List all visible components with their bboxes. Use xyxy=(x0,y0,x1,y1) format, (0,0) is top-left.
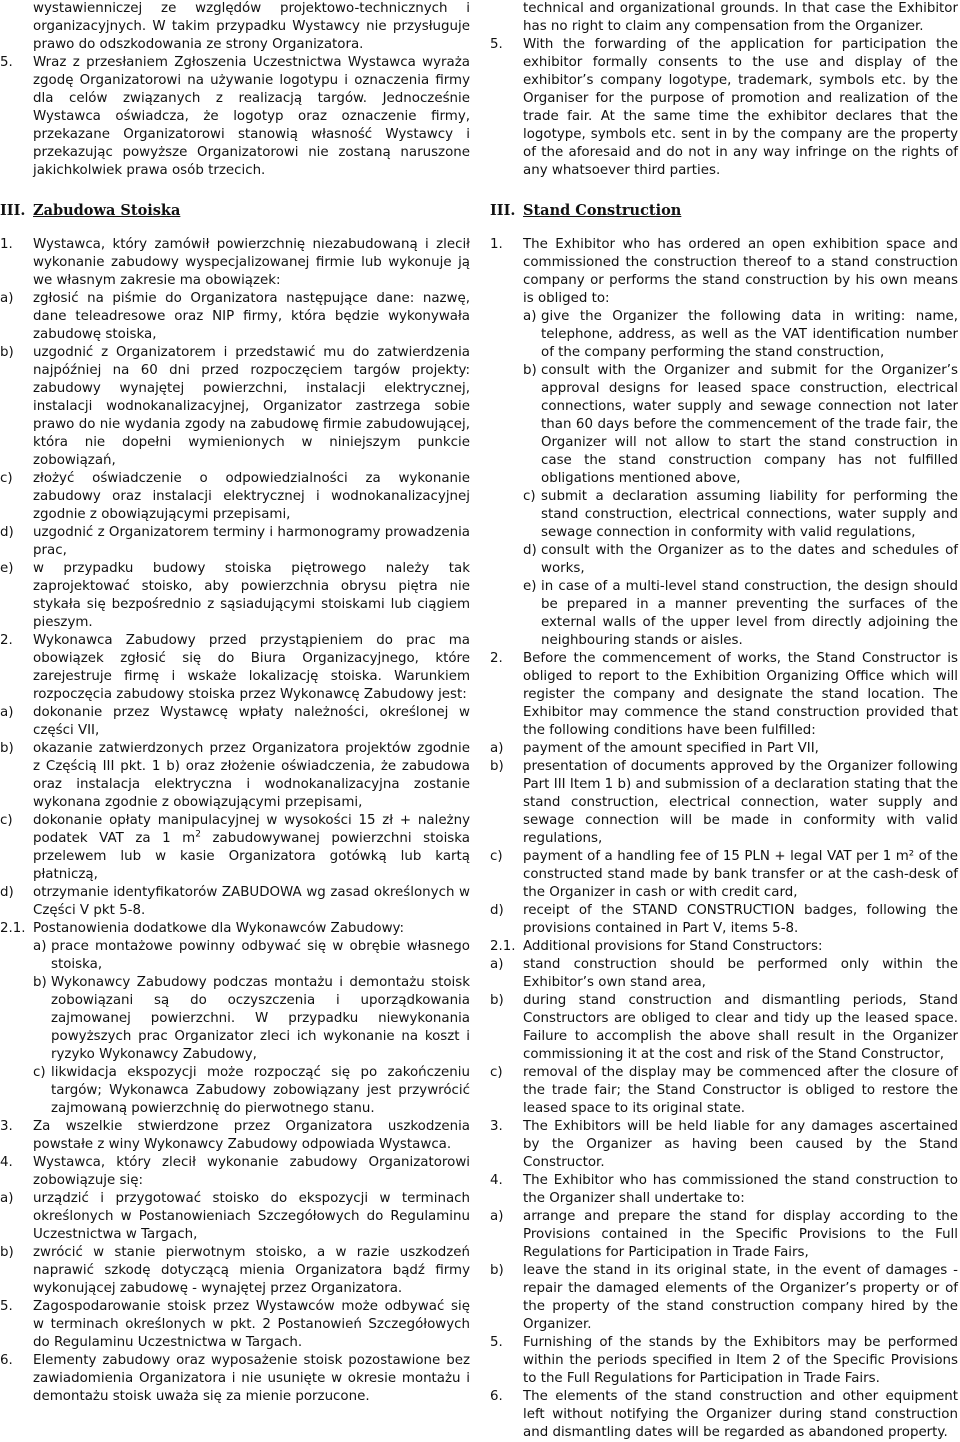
clause-number: 3. xyxy=(490,1119,503,1134)
clause-1 xyxy=(490,236,958,308)
clause-5 xyxy=(490,36,958,180)
subclause-text: likwidacja ekspozycji może rozpocząć się po zakończeniu targów; Wykonawca Zabudowy zobowiązany jest przywrócić zajmowaną powierzchnię do pierwotnego stanu. xyxy=(51,1065,470,1116)
polish-column xyxy=(0,0,470,1406)
subclause-text: uzgodnić z Organizatorem terminy i harmonogramy prowadzenia prac, xyxy=(33,525,470,558)
clause-number: 1. xyxy=(0,237,13,252)
subclause-text: złożyć oświadczenie o odpowiedzialności za wykonanie zabudowy oraz instalacji elektrycznej i wodnokanalizacyjnej zgodnie z obowiązującymi przepisami, xyxy=(33,471,470,522)
subclause-text-cont: zabudowywanej powierzchni stoiska przelewem lub w kasie Organizatora gotówką lub kartą płatniczą, xyxy=(33,831,470,882)
clause-number: 5. xyxy=(0,1299,13,1314)
clause-text: Elementy zabudowy oraz wyposażenie stoisk pozostawione bez zawiadomienia Organizatora i nie usunięte w okresie montażu i demontażu stoisk uważa się za mienie porzucone. xyxy=(33,1353,470,1404)
subclause-label: a) xyxy=(0,291,14,306)
section-title: Stand Construction xyxy=(523,202,682,219)
subclause-text: prace montażowe powinny odbywać się w obrębie własnego stoiska, xyxy=(51,939,470,972)
subclause-text: leave the stand in its original state, in the event of damages - repair the damaged elements of the Organizer’s property or of the property of the stand construction company hired by the Organizer. xyxy=(523,1263,958,1332)
section-heading xyxy=(0,202,470,220)
clause-4 xyxy=(490,1172,958,1208)
clause-number: 1. xyxy=(490,237,503,252)
subclause-text: dokonanie przez Wystawcę wpłaty należności, określonej w części VII, xyxy=(33,705,470,738)
clause-text: Furnishing of the stands by the Exhibitors may be performed within the periods specified in Item 2 of the Specific Provisions to the Full Regulations for Participation in Trade Fairs. xyxy=(523,1335,958,1386)
clause-number: 5. xyxy=(490,37,503,52)
subclause-text: zgłosić na piśmie do Organizatora następujące dane: nazwę, dane teleadresowe oraz NIP firmy, która będzie wykonywała zabudowę stoiska, xyxy=(33,291,470,342)
subclause-label: c) xyxy=(490,849,503,864)
subclause-text: payment of the amount specified in Part VII, xyxy=(523,741,819,756)
clause-2-1 xyxy=(0,920,470,938)
subclause-label: b) xyxy=(33,975,47,990)
subclause-1e xyxy=(0,560,470,632)
subclause-4a xyxy=(490,1208,958,1262)
subclause-2-1b xyxy=(490,992,958,1064)
clause-number: 5. xyxy=(0,55,13,70)
clause-6 xyxy=(0,1352,470,1406)
english-column xyxy=(490,0,958,1442)
subclause-2-1c xyxy=(0,1064,470,1118)
subclause-text: arrange and prepare the stand for display according to the Provisions contained in the Specific Provisions to the Full Regulations for Participation in Trade Fairs, xyxy=(523,1209,958,1260)
clause-3 xyxy=(490,1118,958,1172)
subclause-label: a) xyxy=(33,939,47,954)
intro-continuation: wystawienniczej ze względów projektowo-technicznych i organizacyjnych. W takim przypadku Wystawcy nie przysługuje prawo do odszkodowania ze strony Organizatora. xyxy=(33,1,470,52)
subclause-2c xyxy=(0,812,470,884)
clause-5 xyxy=(0,54,470,180)
clause-text: The Exhibitor who has ordered an open exhibition space and commissioned the construction thereof to a stand construction company or performs the stand construction by his own means is obliged to: xyxy=(523,237,958,306)
subclause-1d xyxy=(0,524,470,560)
clause-text: Additional provisions for Stand Constructors: xyxy=(523,939,823,954)
subclause-text: consult with the Organizer and submit for the Organizer’s approval designs for leased space construction, electrical connections, water supply and sewage connection not later than 60 days before the commencement of the trade fair, the Organizer will not allow to start the stand construction in case the stand construction company has not fulfilled obligations mentioned above, xyxy=(541,363,958,486)
clause-text: Wystawca, który zlecił wykonanie zabudowy Organizatorowi zobowiązuje się: xyxy=(33,1155,470,1188)
clause-text: Za wszelkie stwierdzone przez Organizatora uszkodzenia powstałe z winy Wykonawcy Zabudowy odpowiada Wystawca. xyxy=(33,1119,470,1152)
clause-2 xyxy=(0,632,470,704)
subclause-2a xyxy=(490,740,958,758)
clause-number: 5. xyxy=(490,1335,503,1350)
subclause-label: b) xyxy=(523,363,537,378)
subclause-2-1a xyxy=(490,956,958,992)
subclause-text: presentation of documents approved by the Organizer following Part III Item 1 b) and submission of a declaration stating that the stand construction, electrical connection, water supply and sewage connection will be made in conformity with valid regulations, xyxy=(523,759,958,846)
subclause-2b xyxy=(0,740,470,812)
subclause-2d xyxy=(0,884,470,920)
section-number: III. xyxy=(490,202,516,219)
subclause-text: consult with the Organizer as to the dates and schedules of works, xyxy=(541,543,958,576)
clause-number: 4. xyxy=(0,1155,13,1170)
subclause-2-1a xyxy=(0,938,470,974)
subclause-label: d) xyxy=(0,525,14,540)
clause-text: The Exhibitor who has commissioned the stand construction to the Organizer shall undertake to: xyxy=(523,1173,958,1206)
clause-6 xyxy=(490,1388,958,1442)
clause-number: 4. xyxy=(490,1173,503,1188)
subclause-label: c) xyxy=(523,489,536,504)
subclause-text: give the Organizer the following data in writing: name, telephone, address, as well as the VAT identification number of the company performing the stand construction, xyxy=(541,309,958,360)
subclause-4b xyxy=(490,1262,958,1334)
subclause-text: urządzić i przygotować stoisko do ekspozycji w terminach określonych w Postanowieniach Szczegółowych do Regulaminu Uczestnictwa w Targach, xyxy=(33,1191,470,1242)
subclause-2a xyxy=(0,704,470,740)
subclause-1e xyxy=(490,578,958,650)
clause-number: 2. xyxy=(490,651,503,666)
subclause-label: a) xyxy=(0,705,14,720)
subclause-4a xyxy=(0,1190,470,1244)
subclause-label: a) xyxy=(0,1191,14,1206)
subclause-label: b) xyxy=(0,741,14,756)
subclause-label: e) xyxy=(0,561,14,576)
section-heading xyxy=(490,202,958,220)
clause-text: Postanowienia dodatkowe dla Wykonawców Zabudowy: xyxy=(33,921,405,936)
subclause-label: c) xyxy=(33,1065,46,1080)
clause-2-1 xyxy=(490,938,958,956)
subclause-text: receipt of the STAND CONSTRUCTION badges, following the provisions contained in Part V, items 5-8. xyxy=(523,903,958,936)
subclause-label: b) xyxy=(490,1263,504,1278)
subclause-label: c) xyxy=(490,1065,503,1080)
clause-text: Wykonawca Zabudowy przed przystąpieniem do prac ma obowiązek zgłosić się do Biura Organizacyjnego, które zarejestruje firmę i wskaże lokalizację stoiska. Warunkiem rozpoczęcia zabudowy stoiska przez Wykonawcę Zabudowy jest: xyxy=(33,633,470,702)
subclause-label: b) xyxy=(0,1245,14,1260)
subclause-label: d) xyxy=(523,543,537,558)
subclause-text: submit a declaration assuming liability for performing the stand construction, electrical connections, water supply and sewage connection in conformity with valid regulations, xyxy=(541,489,958,540)
subclause-text: Wykonawcy Zabudowy podczas montażu i demontażu stoisk zobowiązani są do oczyszczenia i uporządkowania zajmowanej powierzchni. W przypadku niewykonania powyższych prac Organizator zleci ich wykonanie na koszt i ryzyko Wykonawcy Zabudowy, xyxy=(51,975,470,1062)
clause-text: The elements of the stand construction and other equipment left without notifying the Organizer during stand construction and dismantling dates will be regarded as abandoned property. xyxy=(523,1389,958,1440)
clause-5b xyxy=(490,1334,958,1388)
subclause-1a xyxy=(490,308,958,362)
subclause-2d xyxy=(490,902,958,938)
subclause-label: b) xyxy=(0,345,14,360)
subclause-text: stand construction should be performed only within the Exhibitor’s own stand area, xyxy=(523,957,958,990)
clause-number: 2.1. xyxy=(490,939,516,954)
subclause-label: d) xyxy=(490,903,504,918)
clause-number: 6. xyxy=(490,1389,503,1404)
subclause-label: a) xyxy=(490,957,504,972)
subclause-1a xyxy=(0,290,470,344)
subclause-text: okazanie zatwierdzonych przez Organizatora projektów zgodnie z Częścią III pkt. 1 b) oraz złożenie oświadczenia, że zabudowa oraz instalacja elektryczna i wodnokanalizacyjna zostanie wykonana zgodnie z obowiązującymi przepisami, xyxy=(33,741,470,810)
subclause-text: payment of a handling fee of 15 PLN + legal VAT per 1 m² of the constructed stand made by bank transfer or at the cash-desk of the Organizer in cash or with credit card, xyxy=(523,849,958,900)
clause-text: Before the commencement of works, the Stand Constructor is obliged to report to the Exhibition Organizing Office which will register the company and designate the stand location. The Exhibitor may commence the stand construction provided that the following conditions have been fulfilled: xyxy=(523,651,958,738)
clause-2 xyxy=(490,650,958,740)
section-title: Zabudowa Stoiska xyxy=(33,202,181,219)
clause-number: 6. xyxy=(0,1353,13,1368)
subclause-1b xyxy=(490,362,958,488)
clause-text: With the forwarding of the application for participation the exhibitor formally consents to the use and display of the exhibitor’s company logotype, trademark, symbols etc. by the Organiser for the purpose of promotion and realization of the trade fair. At the same time the exhibitor declares that the logotype, symbols etc. sent in by the company are the property of the aforesaid and do not in any way infringe on the rights of any whatsoever third parties. xyxy=(523,37,958,178)
clause-number: 3. xyxy=(0,1119,13,1134)
subclause-1b xyxy=(0,344,470,470)
subclause-text: removal of the display may be commenced after the closure of the trade fair; the Stand Constructor is obliged to restore the leased space to its original state. xyxy=(523,1065,958,1116)
subclause-1d xyxy=(490,542,958,578)
clause-number: 2. xyxy=(0,633,13,648)
subclause-text: w przypadku budowy stoiska piętrowego należy tak zaprojektować stoisko, aby powierzchnia obrysu piętra nie stykała się bezpośrednio z sąsiadującymi stoiskami lub ciągiem pieszym. xyxy=(33,561,470,630)
clause-1 xyxy=(0,236,470,290)
subclause-text: during stand construction and dismantling periods, Stand Constructors are obliged to clear and tidy up the leased space. Failure to accomplish the above shall result in the Organizer commissioning it at the cost and risk of the Stand Constructor, xyxy=(523,993,958,1062)
subclause-text: otrzymanie identyfikatorów ZABUDOWA wg zasad określonych w Części V pkt 5-8. xyxy=(33,885,470,918)
subclause-2b xyxy=(490,758,958,848)
clause-5b xyxy=(0,1298,470,1352)
subclause-label: c) xyxy=(0,813,13,828)
clause-text: The Exhibitors will be held liable for any damages ascertained by the Organizer as having been caused by the Stand Constructor. xyxy=(523,1119,958,1170)
subclause-2-1c xyxy=(490,1064,958,1118)
subclause-text: uzgodnić z Organizatorem i przedstawić mu do zatwierdzenia najpóźniej na 60 dni przed rozpoczęciem targów projekty: zabudowy wynajętej powierzchni, instalacji elektrycznej, instalacji wodnokanalizacyjnej, Organizator zastrzega sobie prawo do nie wydania zgody na zabudowę firmie zabudowującej, która nie dopełni wymienionych w niniejszym punkcie zobowiązań, xyxy=(33,345,470,468)
clause-text: Wystawca, który zamówił powierzchnię niezabudowaną i zlecił wykonanie zabudowy wyspecjalizowanej firmie lub wykonuje ją we własnym zakresie ma obowiązek: xyxy=(33,237,470,288)
clause-4 xyxy=(0,1154,470,1190)
subclause-label: b) xyxy=(490,759,504,774)
subclause-text: dokonanie opłaty manipulacyjnej w wysokości 15 zł + należny podatek VAT za 1 m xyxy=(33,813,470,846)
clause-3 xyxy=(0,1118,470,1154)
intro-continuation: technical and organizational grounds. In that case the Exhibitor has no right to claim any compensation from the Organizer. xyxy=(523,1,958,34)
superscript: 2 xyxy=(195,829,201,840)
subclause-text: in case of a multi-level stand construction, the design should be prepared in a manner preventing the surfaces of the external walls of the upper level from directly adjoining the neighbouring stands or aisles. xyxy=(541,579,958,648)
subclause-label: e) xyxy=(523,579,537,594)
subclause-label: d) xyxy=(0,885,14,900)
subclause-2-1b xyxy=(0,974,470,1064)
subclause-label: a) xyxy=(523,309,537,324)
subclause-text: zwrócić w stanie pierwotnym stoisko, a w razie uszkodzeń naprawić szkodę dotyczącą mienia Organizatora bądź firmy wykonującej zabudowę - wynajętej przez Organizatora. xyxy=(33,1245,470,1296)
subclause-label: c) xyxy=(0,471,13,486)
clause-text: Zagospodarowanie stoisk przez Wystawców może odbywać się w terminach określonych w pkt. 2 Postanowień Szczegółowych do Regulaminu Uczestnictwa w Targach. xyxy=(33,1299,470,1350)
subclause-1c xyxy=(0,470,470,524)
section-number: III. xyxy=(0,202,26,219)
subclause-1c xyxy=(490,488,958,542)
subclause-label: a) xyxy=(490,1209,504,1224)
subclause-label: b) xyxy=(490,993,504,1008)
subclause-label: a) xyxy=(490,741,504,756)
clause-text: Wraz z przesłaniem Zgłoszenia Uczestnictwa Wystawca wyraża zgodę Organizatorowi na używanie logotypu i oznaczenia firmy dla celów związanych z realizacją targów. Jednocześnie Wystawca oświadcza, że logotyp oraz oznaczenie firmy, przekazane Organizatorowi stanowią własność Wystawcy i przekazując powyższe Organizatorowi nie zostaną naruszone jakichkolwiek prawa osób trzecich. xyxy=(33,55,470,178)
subclause-4b xyxy=(0,1244,470,1298)
subclause-2c xyxy=(490,848,958,902)
clause-number: 2.1. xyxy=(0,921,26,936)
